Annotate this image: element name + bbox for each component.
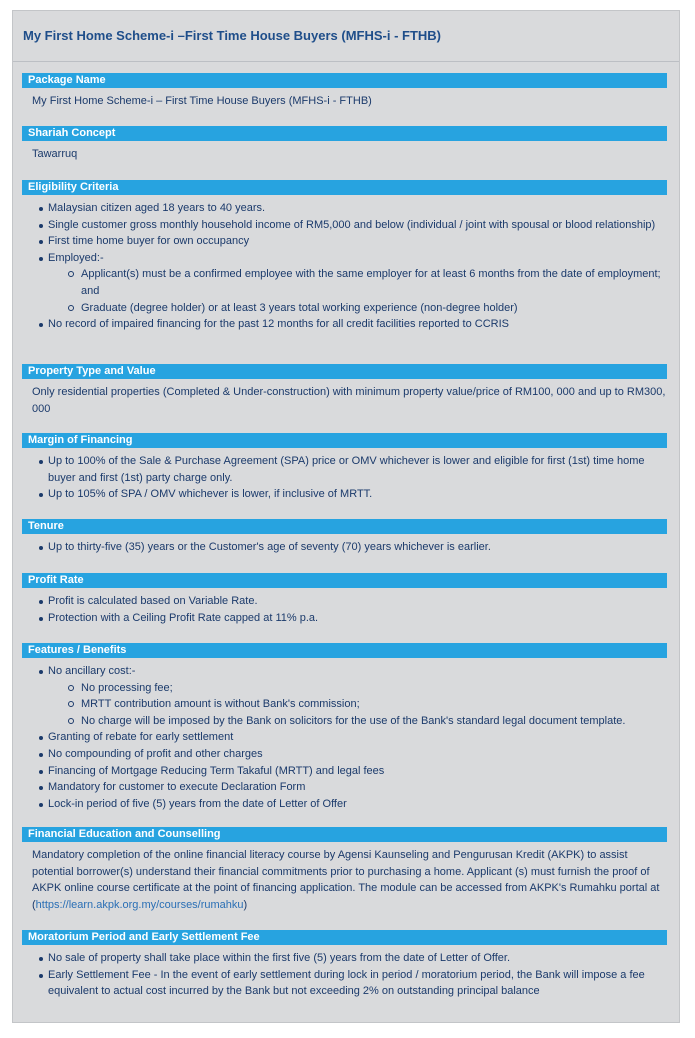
property-text: Only residential properties (Completed & Under-construction) with minimum property value/price of RM100, 000 and up to RM300, 000: [32, 386, 666, 415]
list-item: Single customer gross monthly household income of RM5,000 and below (individual / joint with spousal or blood relationship): [22, 217, 667, 234]
sub-list-item: MRTT contribution amount is without Bank's commission;: [67, 696, 667, 713]
education-text: [32, 847, 667, 913]
education-body: Mandatory completion of the online financial literacy course by Agensi Kaunseling and Pengurusan Kredit (AKPK) to assist potential borrower(s) understand their financial commitments prior to purchasing a home. Applicant (s) must furnish the proof of AKPK online course certificate at the point of financing application. The module can be accessed from AKPK's Rumahku portal at (: [32, 849, 660, 911]
list-item: Up to 105% of SPA / OMV whichever is lower, if inclusive of MRTT.: [22, 486, 667, 503]
list-item: No compounding of profit and other charges: [22, 746, 667, 763]
list-item: Early Settlement Fee - In the event of early settlement during lock in period / moratorium period, the Bank will impose a fee equivalent to actual cost incurred by the Bank but not exceeding 2% on outstanding principal balance: [22, 967, 667, 1000]
section-header: Features / Benefits: [22, 643, 667, 658]
section-header: Financial Education and Counselling: [22, 827, 667, 842]
section-header: Eligibility Criteria: [22, 180, 667, 195]
section-margin-of-financing: [22, 433, 667, 503]
section-header: Profit Rate: [22, 573, 667, 588]
section-header: Moratorium Period and Early Settlement Fee: [22, 930, 667, 945]
section-moratorium: [22, 930, 667, 1000]
education-body-end: ): [243, 898, 248, 911]
list-item: Protection with a Ceiling Profit Rate capped at 11% p.a.: [22, 610, 667, 627]
list-item-label: Employed:-: [48, 251, 104, 264]
list-item: Financing of Mortgage Reducing Term Takaful (MRTT) and legal fees: [22, 763, 667, 780]
list-item: [22, 663, 667, 729]
list-item: [22, 250, 667, 316]
list-item: Profit is calculated based on Variable Rate.: [22, 593, 667, 610]
sub-list-item: No processing fee;: [67, 680, 667, 697]
shariah-concept-text: Tawarruq: [32, 148, 78, 160]
section-features-benefits: [22, 643, 667, 812]
list-item: Mandatory for customer to execute Declaration Form: [22, 779, 667, 796]
list-item-label: No ancillary cost:-: [48, 665, 136, 677]
list-item: Up to 100% of the Sale & Purchase Agreement (SPA) price or OMV whichever is lower and eligible for first (1st) time home buyer and first (1st) party charge only.: [22, 453, 667, 486]
section-header: Shariah Concept: [22, 126, 667, 141]
section-profit-rate: [22, 573, 667, 626]
list-item: Granting of rebate for early settlement: [22, 729, 667, 746]
list-item: First time home buyer for own occupancy: [22, 233, 667, 250]
list-item: No record of impaired financing for the past 12 months for all credit facilities reported to CCRIS: [22, 316, 667, 333]
product-card: [12, 10, 680, 1023]
package-name-text: My First Home Scheme-i – First Time House Buyers (MFHS-i - FTHB): [32, 95, 372, 107]
section-tenure: [22, 519, 667, 556]
section-header: Property Type and Value: [22, 364, 667, 379]
section-header: Tenure: [22, 519, 667, 534]
section-header: Package Name: [22, 73, 667, 88]
section-eligibility: [22, 180, 667, 333]
section-property-type: [22, 364, 667, 417]
section-financial-education: [22, 827, 667, 913]
section-shariah-concept: [22, 126, 667, 163]
sub-list-item: Applicant(s) must be a confirmed employee with the same employer for at least 6 months from the date of employment; and: [67, 266, 667, 299]
sub-list-item: Graduate (degree holder) or at least 3 years total working experience (non-degree holder): [67, 300, 667, 317]
section-header: Margin of Financing: [22, 433, 667, 448]
sub-list-item: No charge will be imposed by the Bank on solicitors for the use of the Bank's standard legal document template.: [67, 713, 667, 730]
page-title: My First Home Scheme-i –First Time House Buyers (MFHS-i - FTHB): [23, 28, 441, 43]
list-item: Malaysian citizen aged 18 years to 40 years.: [22, 200, 667, 217]
list-item: Lock-in period of five (5) years from the date of Letter of Offer: [22, 796, 667, 813]
list-item: No sale of property shall take place within the first five (5) years from the date of Letter of Offer.: [22, 950, 667, 967]
title-divider: [13, 61, 679, 62]
akpk-link[interactable]: https://learn.akpk.org.my/courses/rumahku: [35, 898, 244, 911]
list-item: Up to thirty-five (35) years or the Customer's age of seventy (70) years whichever is earlier.: [22, 539, 667, 556]
section-package-name: [22, 73, 667, 110]
